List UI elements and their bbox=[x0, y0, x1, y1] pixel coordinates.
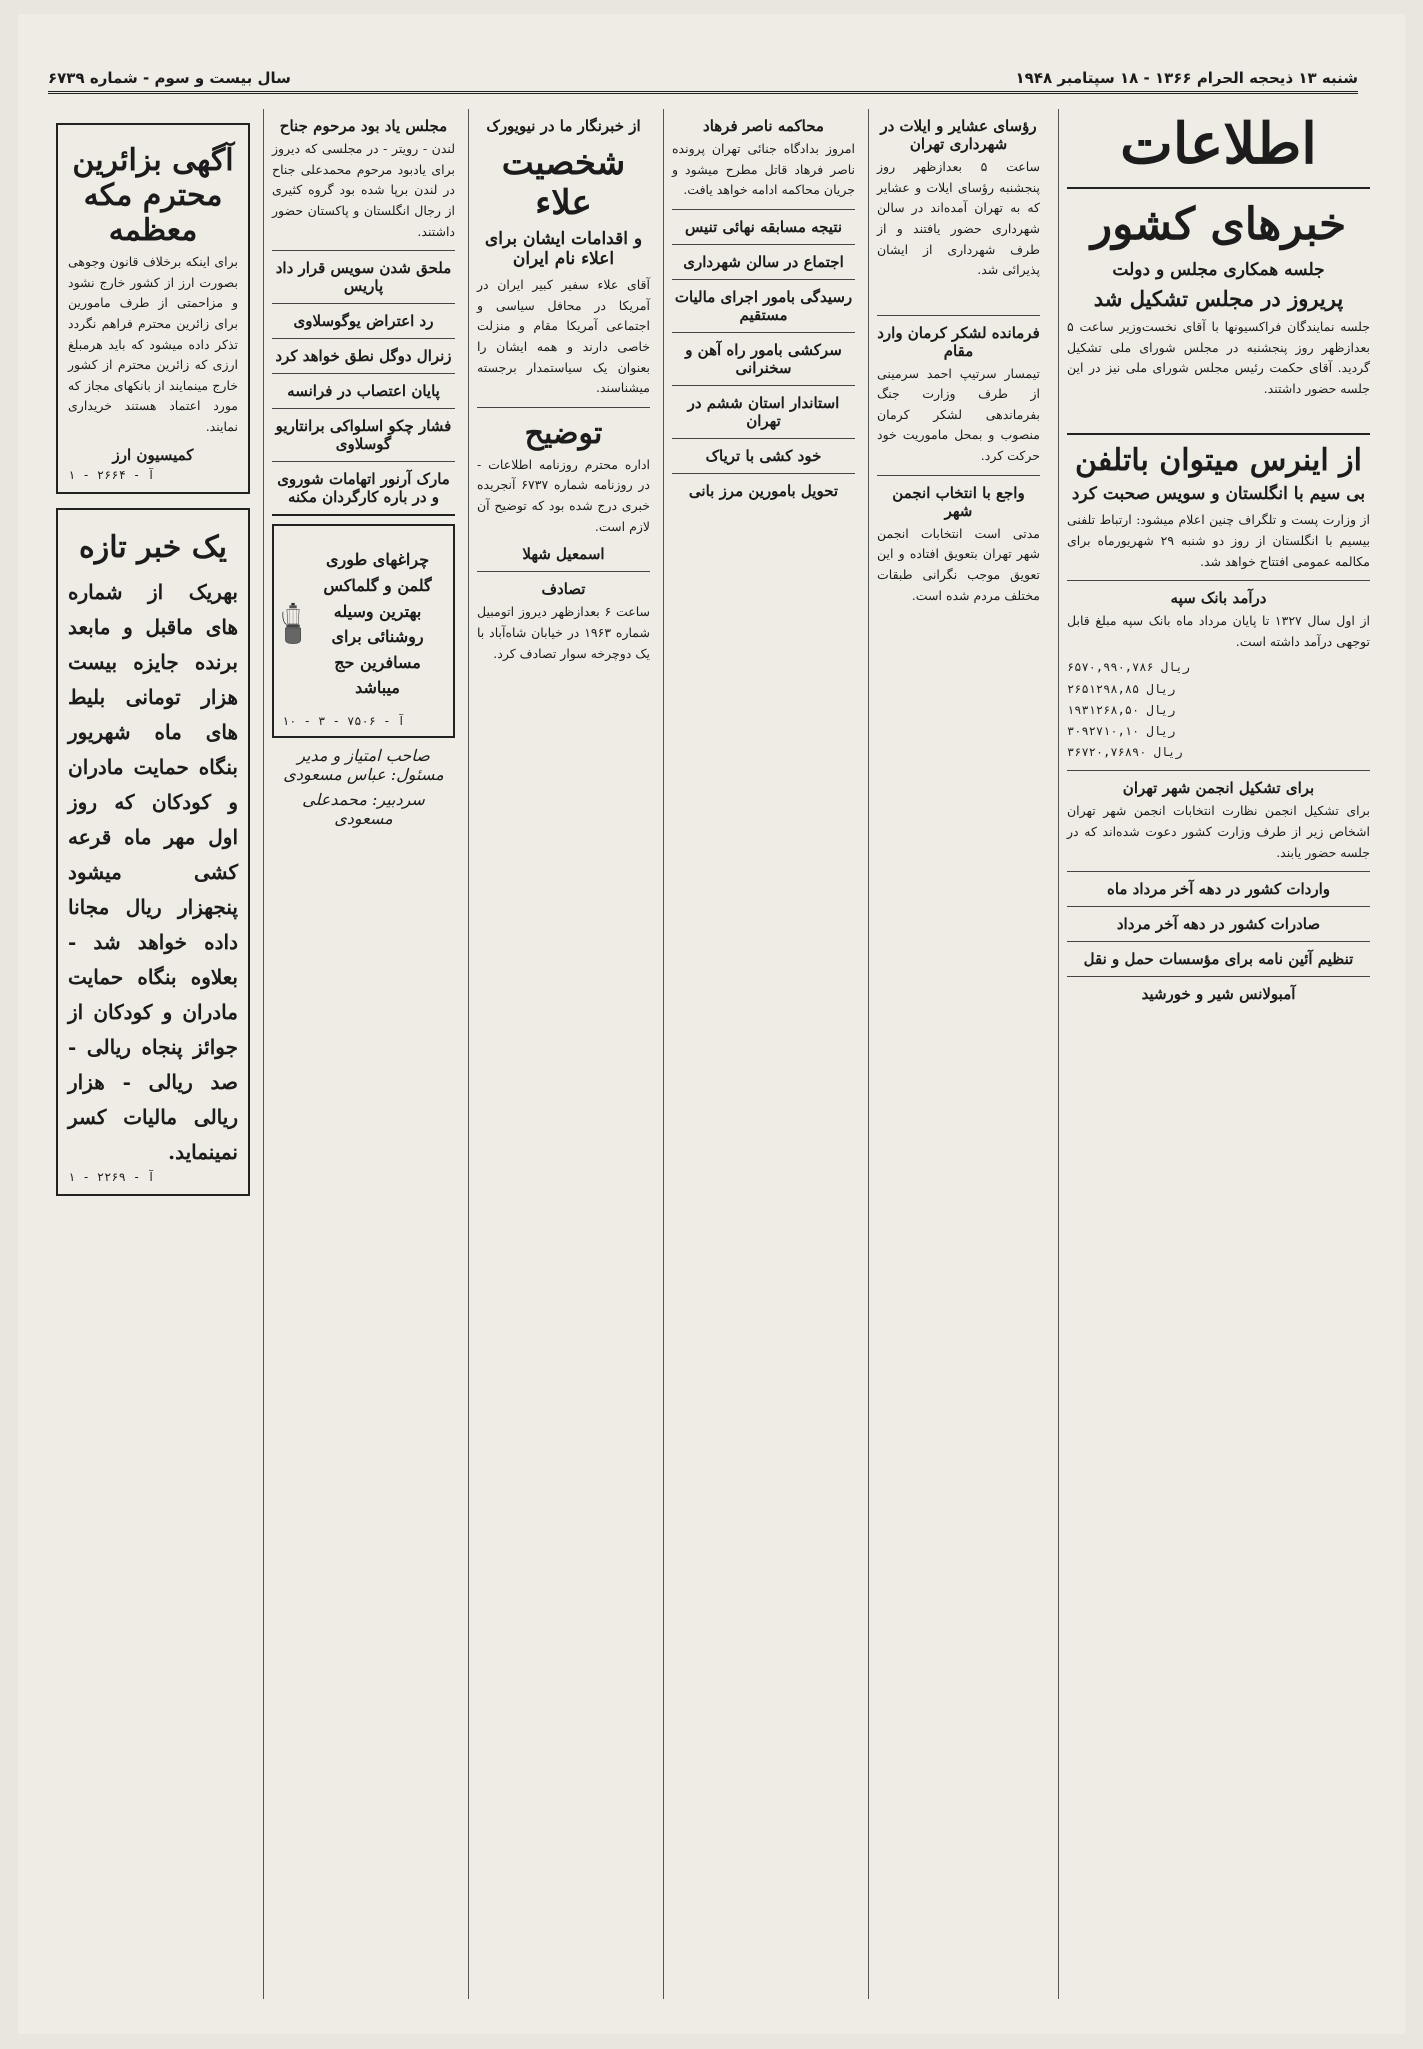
divider bbox=[477, 571, 650, 572]
divider bbox=[272, 514, 455, 516]
headline-council: برای تشکیل انجمن شهر تهران bbox=[1122, 779, 1315, 798]
subheadline-1: جلسه همکاری مجلس و دولت bbox=[1112, 260, 1325, 280]
newspaper-page bbox=[18, 14, 1405, 2034]
issue-header-bar bbox=[48, 64, 1358, 94]
headline-country-news: خبرهای کشور bbox=[1090, 199, 1347, 250]
notice-title: آگهی بزائرین محترم مکه معظمه bbox=[72, 143, 234, 248]
divider bbox=[1067, 770, 1370, 771]
lottery-news-box bbox=[56, 508, 250, 1196]
article-body: تیمسار سرتیپ احمد سرمینی از طرف وزارت جنگ بفرماندهی لشکر کرمان منصوب و بمحل ماموریت خود حرکت کرد. bbox=[877, 365, 1040, 464]
divider bbox=[672, 438, 855, 439]
headline-exports: صادرات کشور در دهه آخر مرداد bbox=[1116, 915, 1321, 934]
divider bbox=[272, 461, 455, 462]
divider bbox=[672, 209, 855, 210]
headline-arnour: مارک آرنور اتهامات شوروی و در باره کارگردان مکنه bbox=[277, 470, 450, 507]
column-5 bbox=[263, 109, 463, 1999]
divider bbox=[877, 315, 1040, 316]
headline-railway: سرکشی بامور راه آهن و سخنرانی bbox=[685, 340, 842, 377]
article-body: امروز بدادگاه جنائی تهران پرونده ناصر فرهاد قاتل مطرح میشود و جریان محاکمه ادامه خواهد یافت. bbox=[672, 141, 855, 198]
divider bbox=[272, 250, 455, 251]
headline-czech: فشار چکو اسلواکی برانتاریو گوسلاوی bbox=[275, 417, 452, 454]
stat-line: ۳۰۹۲۷۱۰,۱۰ ریال bbox=[1067, 723, 1176, 738]
article-body: ساعت ۵ بعدازظهر روز پنجشنبه رؤسای ایلات و عشایر که به تهران آمده‌اند در سالن شهرداری حضور یافتند و از طرف شهرداری از ایشان پذیرائی شد. bbox=[877, 159, 1040, 278]
ad-reference: آ - ۷۵۰۶ - ۳ - ۱۰ bbox=[282, 714, 405, 729]
article-body: اداره محترم روزنامه اطلاعات - در روزنامه شماره ۶۷۳۷ آنجریده خبری درج شده بود که توضیح آن لازم است. bbox=[477, 456, 650, 534]
notice-signature: کمیسیون ارز bbox=[112, 445, 194, 464]
article-body: لندن - رویتر - در مجلسی که دیروز برای یادبود مرحوم محمدعلی جناح در لندن برپا شده بود گروه کثیری از رجال انگلستان و پاکستان حضور داشتند. bbox=[272, 141, 455, 239]
article-body: برای تشکیل انجمن نظارت انتخابات انجمن شهر تهران اشخاص زیر از طرف وزارت کشور دعوت شده‌اند که در جلسه حضور یابند. bbox=[1067, 803, 1370, 860]
article-body: آقای علاء سفیر کبیر ایران در آمریکا در محافل سیاسی و اجتماعی آمریکا مقام و منزلت خاصی دارند و همه ایشان را بعنوان یک سیاستمدار برجسته میشناسند. bbox=[477, 277, 650, 396]
headline-imports: واردات کشور در دهه آخر مرداد ماه bbox=[1106, 880, 1331, 899]
column-4 bbox=[468, 109, 658, 1999]
issue-volume: سال بیست و سوم - شماره ۶۷۳۹ bbox=[48, 68, 291, 87]
article-body: از اول سال ۱۳۲۷ تا پایان مرداد ماه بانک سپه مبلغ قابل توجهی درآمد داشته است. bbox=[1067, 613, 1370, 649]
notice-reference: آ - ۲۶۶۴ - ۱ bbox=[68, 467, 155, 482]
lamp-ad-body bbox=[282, 534, 445, 714]
divider bbox=[1067, 906, 1370, 907]
publisher-line: صاحب امتیاز و مدیر مسئول: عباس مسعودی bbox=[283, 746, 444, 785]
headline-jinnah: مجلس یاد بود مرحوم جناح bbox=[279, 117, 448, 135]
subheadline-2: پریروز در مجلس تشکیل شد bbox=[1093, 286, 1344, 311]
divider bbox=[1067, 941, 1370, 942]
headline-strike: پایان اعتصاب در فرانسه bbox=[287, 382, 440, 401]
column-2 bbox=[868, 109, 1048, 1999]
divider bbox=[477, 407, 650, 408]
headline-bank: درآمد بانک سپه bbox=[1170, 589, 1267, 608]
divider bbox=[272, 303, 455, 304]
lamp-icon bbox=[282, 534, 304, 714]
divider bbox=[272, 408, 455, 409]
headline-ala: شخصیت علاء bbox=[501, 143, 626, 223]
headline-trial: محاکمه ناصر فرهاد bbox=[703, 117, 824, 135]
author-signature: اسمعیل شهلا bbox=[522, 545, 605, 564]
divider bbox=[272, 373, 455, 374]
divider bbox=[1067, 580, 1370, 581]
column-1 bbox=[1058, 109, 1378, 1999]
headline-correspondent: از خبرنگار ما در نیویورک bbox=[486, 117, 641, 135]
divider bbox=[672, 385, 855, 386]
subheadline-ala: و اقدامات ایشان برای اعلاء نام ایران bbox=[484, 229, 643, 269]
headline-suicide: خود کشی با تریاک bbox=[705, 446, 822, 465]
headline-tribes: رؤسای عشایر و ایلات در شهرداری تهران bbox=[880, 117, 1037, 153]
article-body: مدتی است انتخابات انجمن شهر تهران بتعویق افتاده و این تعویق موجب نگرانی طبقات مختلف مردم شده است. bbox=[877, 525, 1040, 603]
headline-phone: از اینرس میتوان باتلفن bbox=[1075, 443, 1362, 479]
article-body: از وزارت پست و تلگراف چنین اعلام میشود: ارتباط تلفنی بیسیم با انگلستان از روز دو شنبه ۲۹ شهریورماه برای مکالمه عمومی افتتاح خواهد شد. bbox=[1067, 512, 1370, 569]
headline-transport: تنظیم آئین نامه برای مؤسسات حمل و نقل bbox=[1083, 950, 1354, 969]
headline-tax: رسیدگی بامور اجرای مالیات مستقیم bbox=[674, 287, 853, 324]
columns bbox=[48, 109, 1378, 1999]
stat-line: ۳۶۷۲۰,۷۶۸۹۰ ریال bbox=[1067, 745, 1183, 760]
news-box-text: بهریک از شماره های ماقبل و مابعد برنده جایزه بیست هزار تومانی بلیط های ماه شهریور بنگاه حمایت مادران و کودکان که روز اول مهر ماه قرعه کشی میشود پنجهزار ریال مجانا داده خواهد شد - بعلاوه بنگاه حمایت مادران و کودکان از جوائز پنجاه ریالی - صد ریالی - هزار ریالی مالیات کسر نمینماید. bbox=[68, 579, 238, 1164]
headline-municipality: اجتماع در سالن شهرداری bbox=[683, 252, 844, 271]
divider bbox=[672, 244, 855, 245]
divider bbox=[272, 338, 455, 339]
divider bbox=[877, 475, 1040, 476]
stat-line: ۶۵۷۰,۹۹۰,۷۸۶ ریال bbox=[1067, 660, 1190, 675]
divider bbox=[672, 473, 855, 474]
divider bbox=[672, 332, 855, 333]
column-6 bbox=[48, 109, 258, 1999]
column-3 bbox=[663, 109, 863, 1999]
headline-degaulle: زنرال دوگل نطق خواهد کرد bbox=[275, 347, 452, 366]
headline-ambulance: آمبولانس شیر و خورشید bbox=[1141, 985, 1296, 1004]
headline-governor: استاندار استان ششم در تهران bbox=[687, 393, 840, 430]
news-box-title: یک خبر تازه bbox=[79, 529, 227, 565]
article-continuation bbox=[1067, 406, 1370, 426]
lamp-advertisement bbox=[272, 524, 455, 738]
news-reference: آ - ۲۲۶۹ - ۱ bbox=[68, 1169, 155, 1184]
stat-line: ۱۹۳۱۲۶۸,۵۰ ریال bbox=[1067, 702, 1176, 717]
stat-line: ۲۶۵۱۲۹۸,۸۵ ریال bbox=[1067, 681, 1176, 696]
lamp-ad-text: چراغهای طوری گلمن و گلماکس بهترین وسیله روشنائی برای مسافرین حج میباشد bbox=[323, 550, 432, 698]
mecca-notice bbox=[56, 123, 250, 494]
divider bbox=[1067, 433, 1370, 435]
headline-accident: تصادف bbox=[541, 580, 586, 599]
issue-date: شنبه ۱۳ ذیحجه الحرام ۱۳۶۶ - ۱۸ سپتامبر ۱۹۴۸ bbox=[1015, 68, 1358, 87]
divider bbox=[1067, 871, 1370, 872]
headline-yugoslavia: رد اعتراض یوگوسلاوی bbox=[293, 312, 434, 331]
divider bbox=[1067, 976, 1370, 977]
headline-switzerland: ملحق شدن سویس قرار داد پاریس bbox=[275, 259, 452, 296]
headline-clarification: توضیح bbox=[524, 415, 603, 451]
masthead-logo: اطلاعات bbox=[1067, 109, 1370, 189]
headline-kerman: فرمانده لشکر کرمان وارد مقام bbox=[877, 323, 1040, 360]
headline-tennis: نتیجه مسابقه نهائی تنیس bbox=[684, 217, 843, 236]
headline-election: واجع با انتخاب انجمن شهر bbox=[892, 483, 1025, 520]
editor-signature: سردبیر: محمدعلی مسعودی bbox=[302, 790, 425, 829]
notice-body: برای اینکه برخلاف قانون وجوهی بصورت ارز از کشور خارج نشود و مزاحمتی از طرف مامورین برای زائرین محترم فراهم نگردد تذکر داده میشود که باید هرمبلغ ارزی که زائرین محترم از کشور خارج مینمایند از بانکهای مجاز که مورد اعتماد هستند خریداری نمایند. bbox=[68, 254, 238, 434]
article-body: ساعت ۶ بعدازظهر دیروز اتومبیل شماره ۱۹۶۳ در خیابان شاه‌آباد با یک دوچرخه سوار تصادف کرد. bbox=[477, 604, 650, 661]
headline-border: تحویل بامورین مرز بانی bbox=[688, 481, 839, 500]
article-continuation bbox=[877, 287, 1040, 307]
divider bbox=[672, 279, 855, 280]
article-body: جلسه نمایندگان فراکسیونها با آقای نخست‌وزیر ساعت ۵ بعدازظهر روز پنجشنبه در مجلس شورای ملی تشکیل گردید. آقای حکمت رئیس مجلس شورای ملی نیز در این جلسه حضور داشتند. bbox=[1067, 319, 1370, 396]
subheadline-phone: بی سیم با انگلستان و سویس صحبت کرد bbox=[1071, 484, 1366, 505]
